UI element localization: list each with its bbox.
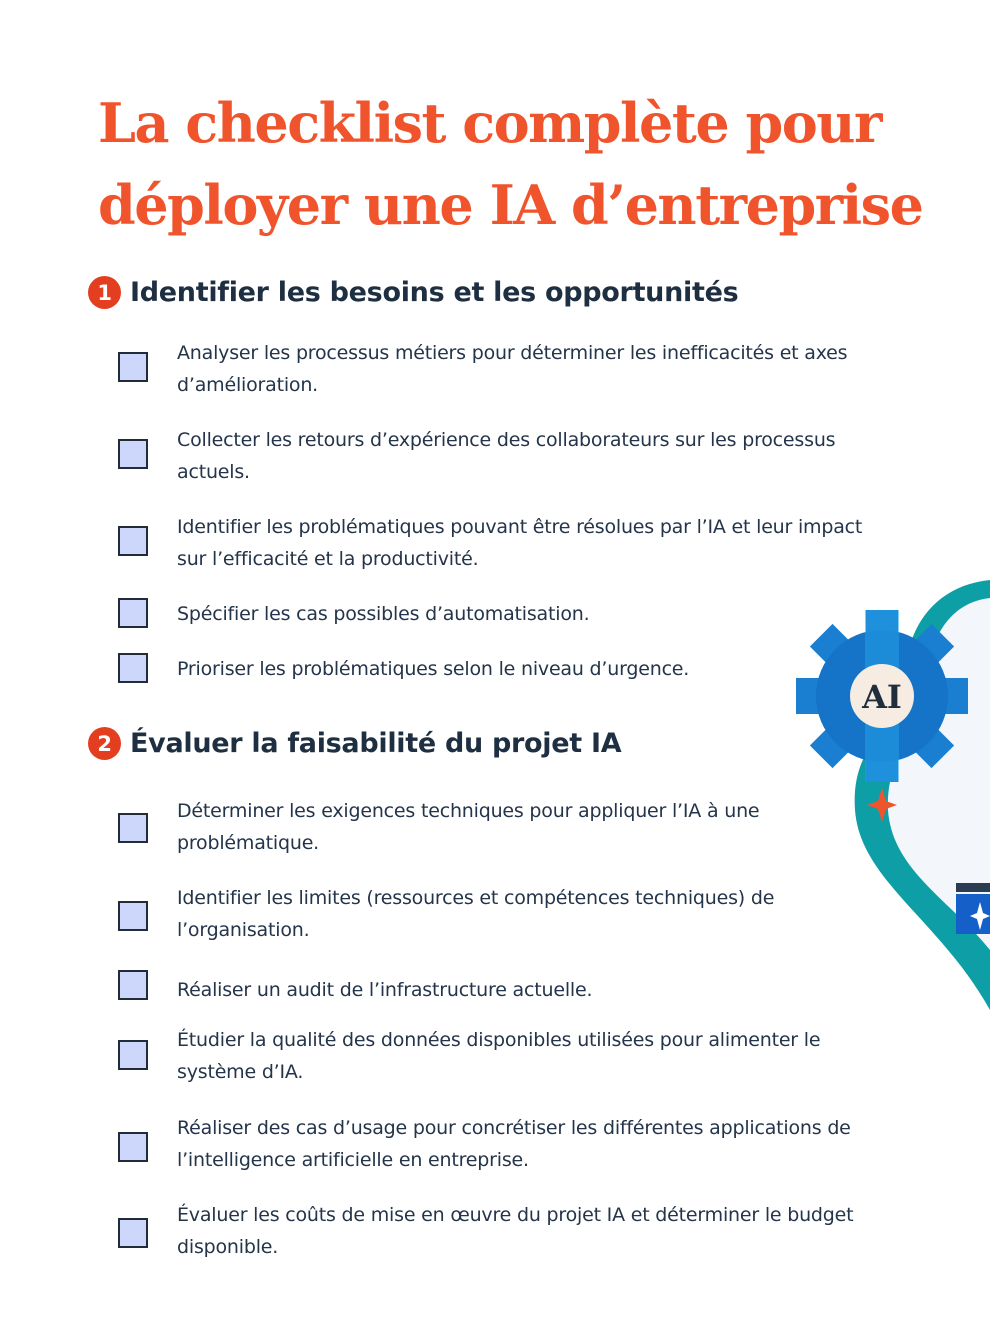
checklist-item-text: Réaliser un audit de l’infrastructure actuelle. (177, 979, 593, 1001)
checklist-item-text: Étudier la qualité des données disponibles utilisées pour alimenter le système d’IA. (177, 1029, 821, 1083)
checklist-item-text: Analyser les processus métiers pour déterminer les inefficacités et axes d’amélioration. (177, 342, 848, 396)
checkbox[interactable] (118, 653, 148, 683)
section-title: Évaluer la faisabilité du projet IA (130, 728, 622, 759)
checkbox[interactable] (118, 1040, 148, 1070)
bulb-base-bar (956, 883, 990, 892)
checkbox[interactable] (118, 901, 148, 931)
checklist-item-text: Réaliser des cas d’usage pour concrétiser les différentes applications de l’intelligence artificielle en entreprise. (177, 1117, 851, 1171)
section-number-badge: 1 (88, 276, 121, 309)
checkbox[interactable] (118, 1218, 148, 1248)
checkbox[interactable] (118, 352, 148, 382)
page-title (98, 82, 923, 246)
title-line-1: La checklist complète pour (98, 91, 881, 155)
section-2-heading (88, 727, 621, 760)
checkbox[interactable] (118, 1132, 148, 1162)
checkbox[interactable] (118, 439, 148, 469)
checklist-item-text: Spécifier les cas possibles d’automatisation. (177, 603, 590, 625)
gear-icon (796, 610, 968, 782)
checklist-item-text: Identifier les limites (ressources et compétences techniques) de l’organisation. (177, 887, 775, 941)
checkbox[interactable] (118, 598, 148, 628)
checklist-item-text: Collecter les retours d’expérience des collaborateurs sur les processus actuels. (177, 429, 836, 483)
title-line-2: déployer une IA d’entreprise (98, 173, 923, 237)
checkbox[interactable] (118, 813, 148, 843)
checkbox[interactable] (118, 970, 148, 1000)
checklist-item-text: Identifier les problématiques pouvant être résolues par l’IA et leur impact sur l’efficacité et la productivité. (177, 516, 863, 570)
ai-illustration (780, 580, 990, 1020)
checklist-item-text: Déterminer les exigences techniques pour appliquer l’IA à une problématique. (177, 800, 760, 854)
section-title: Identifier les besoins et les opportunités (130, 277, 739, 308)
section-1-heading (88, 276, 738, 309)
checklist-item-text: Évaluer les coûts de mise en œuvre du projet IA et déterminer le budget disponible. (177, 1204, 854, 1258)
gear-label: AI (862, 678, 902, 716)
checklist-item-text: Prioriser les problématiques selon le niveau d’urgence. (177, 658, 690, 680)
checkbox[interactable] (118, 526, 148, 556)
section-number-badge: 2 (88, 727, 121, 760)
